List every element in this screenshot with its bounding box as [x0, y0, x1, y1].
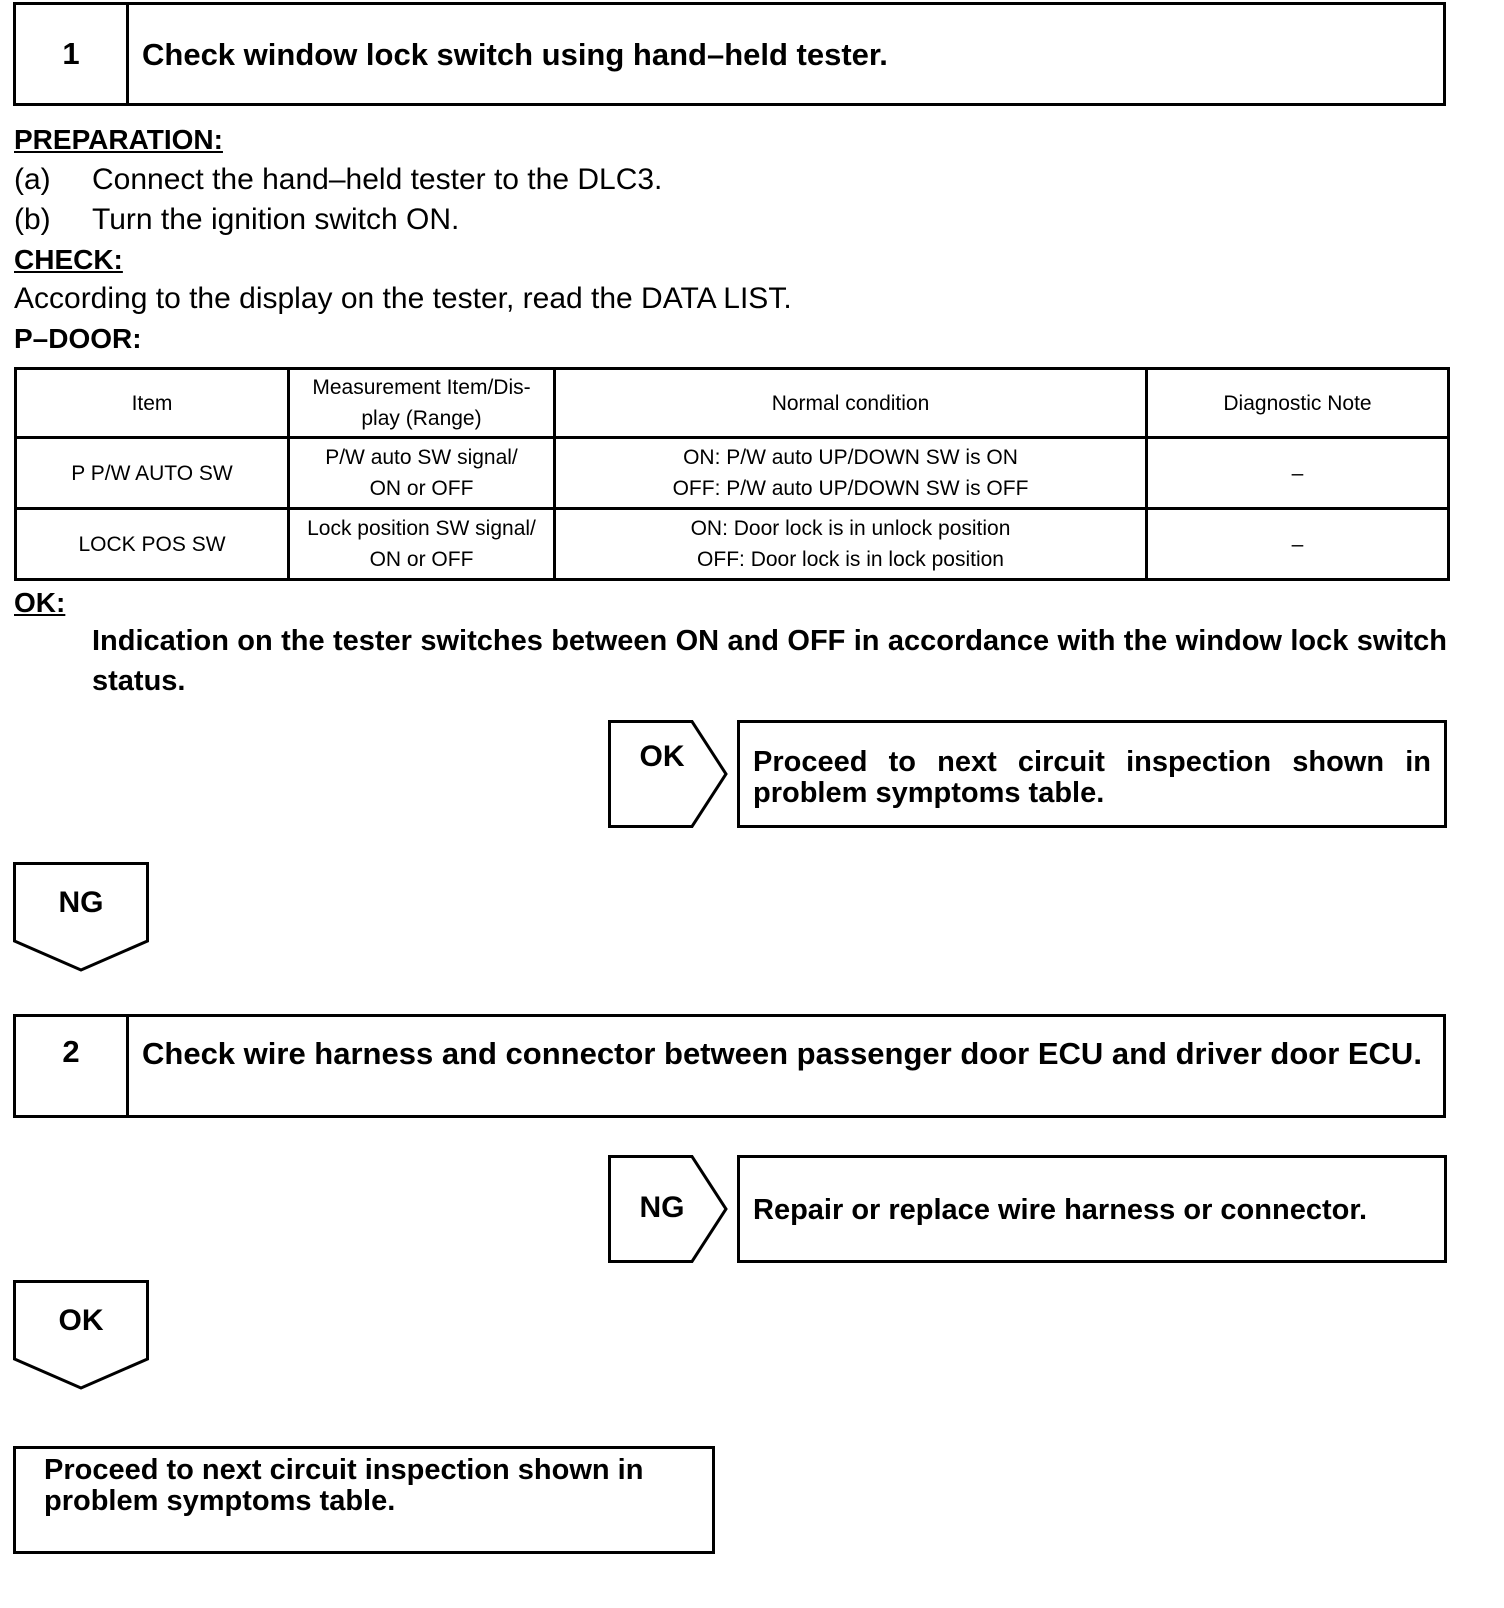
ok-result-text: Indication on the tester switches between ON and OFF in accordance with the window lock switch status. [92, 625, 1447, 697]
step-2-box [13, 1014, 1446, 1118]
branch-label: OK [639, 740, 685, 773]
branch2-result-box: Repair or replace wire harness or connector. [737, 1155, 1447, 1263]
final-result-box: Proceed to next circuit inspection shown in problem symptoms table. [13, 1446, 715, 1554]
item-label: (a) [14, 163, 51, 196]
right-arrow-icon [608, 720, 730, 828]
branch-label: NG [639, 1191, 685, 1224]
ok-branch-arrow [608, 720, 730, 828]
item-text: Turn the ignition switch ON. [92, 203, 460, 236]
ng-down-arrow [13, 862, 149, 972]
item-label: (b) [14, 203, 51, 236]
p-door-heading: P–DOOR: [14, 323, 142, 354]
step-title: Check window lock switch using hand–held tester. [142, 37, 888, 72]
header-normal-condition: Normal condition [555, 369, 1147, 438]
step-number: 2 [16, 1017, 129, 1115]
branch1-result-box: Proceed to next circuit inspection shown in problem symptoms table. [737, 720, 1447, 828]
step-title: Check wire harness and connector between passenger door ECU and driver door ECU. [142, 1036, 1422, 1071]
check-text: According to the display on the tester, read the DATA LIST. [14, 282, 792, 315]
step-number: 1 [16, 5, 129, 103]
preparation-item-a [14, 163, 662, 197]
header-measurement: Measurement Item/Dis- play (Range) [289, 369, 555, 438]
cell-measurement: Lock position SW signal/ ON or OFF [289, 509, 555, 580]
table-header-row [16, 369, 1449, 438]
preparation-item-b [14, 203, 459, 237]
cell-note: – [1147, 438, 1449, 509]
check-heading: CHECK: [14, 244, 123, 275]
cell-normal-condition: ON: P/W auto UP/DOWN SW is ON OFF: P/W auto UP/DOWN SW is OFF [555, 438, 1147, 509]
down-label: NG [58, 886, 104, 919]
table-row [16, 438, 1449, 509]
cell-item: LOCK POS SW [16, 509, 289, 580]
down-label: OK [58, 1304, 104, 1337]
cell-measurement: P/W auto SW signal/ ON or OFF [289, 438, 555, 509]
item-text: Connect the hand–held tester to the DLC3. [92, 163, 663, 196]
data-list-table [14, 367, 1450, 581]
cell-normal-condition: ON: Door lock is in unlock position OFF: Door lock is in lock position [555, 509, 1147, 580]
header-item: Item [16, 369, 289, 438]
cell-item: P P/W AUTO SW [16, 438, 289, 509]
header-diagnostic-note: Diagnostic Note [1147, 369, 1449, 438]
cell-note: – [1147, 509, 1449, 580]
table-row [16, 509, 1449, 580]
step-1-box [13, 2, 1446, 106]
ok-heading: OK: [14, 587, 66, 618]
preparation-heading: PREPARATION: [14, 124, 223, 155]
ng-branch-arrow [608, 1155, 730, 1263]
ok-down-arrow [13, 1280, 149, 1390]
